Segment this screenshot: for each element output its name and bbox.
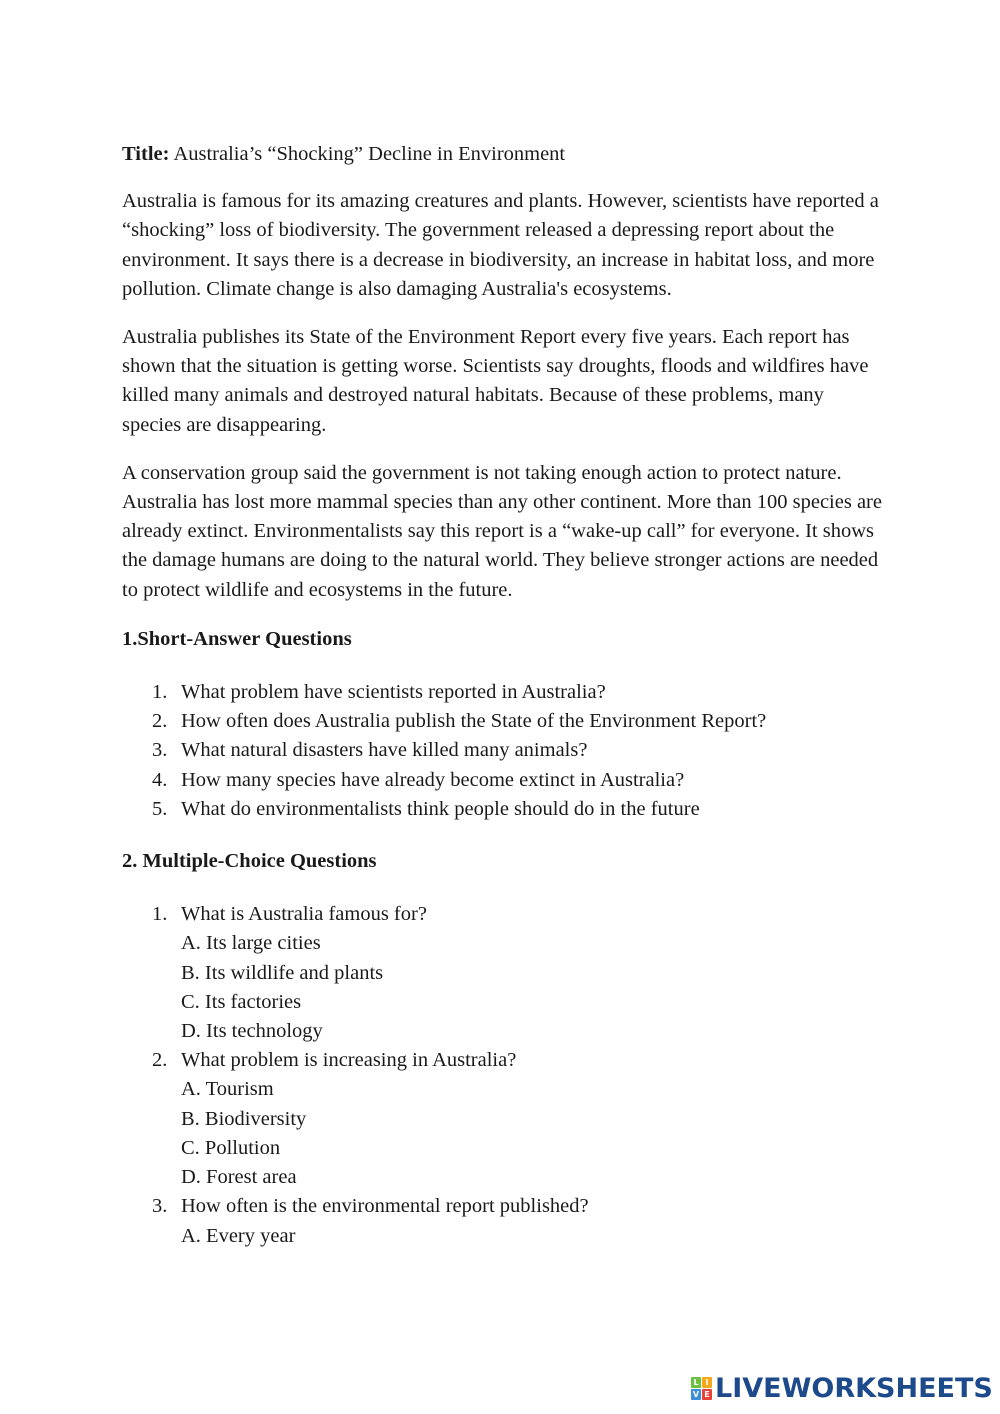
answer-option-b: B. Its wildlife and plants [181, 961, 384, 984]
logo-icon [691, 1377, 712, 1400]
short-answer-list [122, 678, 882, 824]
question-text: What problem is increasing in Australia? [181, 1049, 517, 1072]
liveworksheets-logo [691, 1375, 993, 1402]
question-number: 2. [152, 1049, 168, 1072]
question-text: How often does Australia publish the State of the Environment Report? [181, 710, 767, 733]
logo-letter-v: V [692, 1390, 700, 1399]
question-text: How often is the environmental report published? [181, 1195, 589, 1218]
question-text: What natural disasters have killed many animals? [181, 739, 588, 762]
worksheet-title [122, 140, 882, 169]
question-number: 1. [152, 903, 168, 926]
answer-option-b: B. Biodiversity [181, 1107, 307, 1130]
worksheet-page [122, 140, 882, 1251]
short-answer-question [122, 795, 882, 824]
question-number: 5. [152, 797, 168, 820]
logo-letter-i: I [702, 1377, 712, 1388]
multiple-choice-list [122, 900, 882, 1250]
question-number: 1. [152, 681, 168, 704]
article-paragraph-1: Australia is famous for its amazing creatures and plants. However, scientists have reported a “shocking” loss of biodiversity. The government released a depressing report about the environment. It says there is a decrease in biodiversity, an increase in habitat loss, and more pollution. Climate change is also damaging Australia's ecosystems. [122, 190, 879, 300]
short-answer-heading: 1.Short-Answer Questions [122, 627, 352, 650]
question-text: What problem have scientists reported in Australia? [181, 681, 606, 704]
multiple-choice-question [122, 1192, 882, 1250]
question-text: What is Australia famous for? [181, 903, 427, 926]
question-number: 2. [152, 710, 168, 733]
multiple-choice-question [122, 900, 882, 1046]
answer-option-d: D. Forest area [181, 1166, 297, 1189]
question-number: 4. [152, 768, 168, 791]
question-text: How many species have already become extinct in Australia? [181, 768, 685, 791]
answer-option-c: C. Its factories [181, 990, 302, 1013]
short-answer-question [122, 736, 882, 765]
logo-letter-e: E [702, 1389, 712, 1400]
answer-option-a: A. Its large cities [181, 932, 321, 955]
question-number: 3. [152, 739, 168, 762]
article-paragraph-3: A conservation group said the government is not taking enough action to protect nature. Australia has lost more mammal species than any other continent. More than 100 species are already extinct. Environmentalists say this report is a “wake-up call” for everyone. It shows the damage humans are doing to the natural world. They believe stronger actions are needed to protect wildlife and ecosystems in the future. [122, 461, 882, 601]
answer-option-a: A. Tourism [181, 1078, 274, 1101]
multiple-choice-question [122, 1046, 882, 1192]
answer-option-a: A. Every year [181, 1224, 296, 1247]
answer-option-c: C. Pollution [181, 1136, 281, 1159]
logo-letter-l: L [691, 1377, 701, 1388]
multiple-choice-heading: 2. Multiple-Choice Questions [122, 850, 377, 873]
title-text: Australia’s “Shocking” Decline in Environment [169, 143, 566, 165]
logo-wordmark: LIVEWORKSHEETS [715, 1373, 993, 1404]
question-text: What do environmentalists think people should do in the future [181, 797, 700, 820]
short-answer-question [122, 678, 882, 707]
title-label: Title: [122, 143, 170, 165]
question-number: 3. [152, 1195, 168, 1218]
article-paragraph-2: Australia publishes its State of the Environment Report every five years. Each report has shown that the situation is getting worse. Scientists say droughts, floods and wildfires have killed many animals and destroyed natural habitats. Because of these problems, many species are disappearing. [122, 326, 869, 436]
answer-option-d: D. Its technology [181, 1020, 323, 1043]
short-answer-question [122, 766, 882, 795]
short-answer-question [122, 707, 882, 736]
